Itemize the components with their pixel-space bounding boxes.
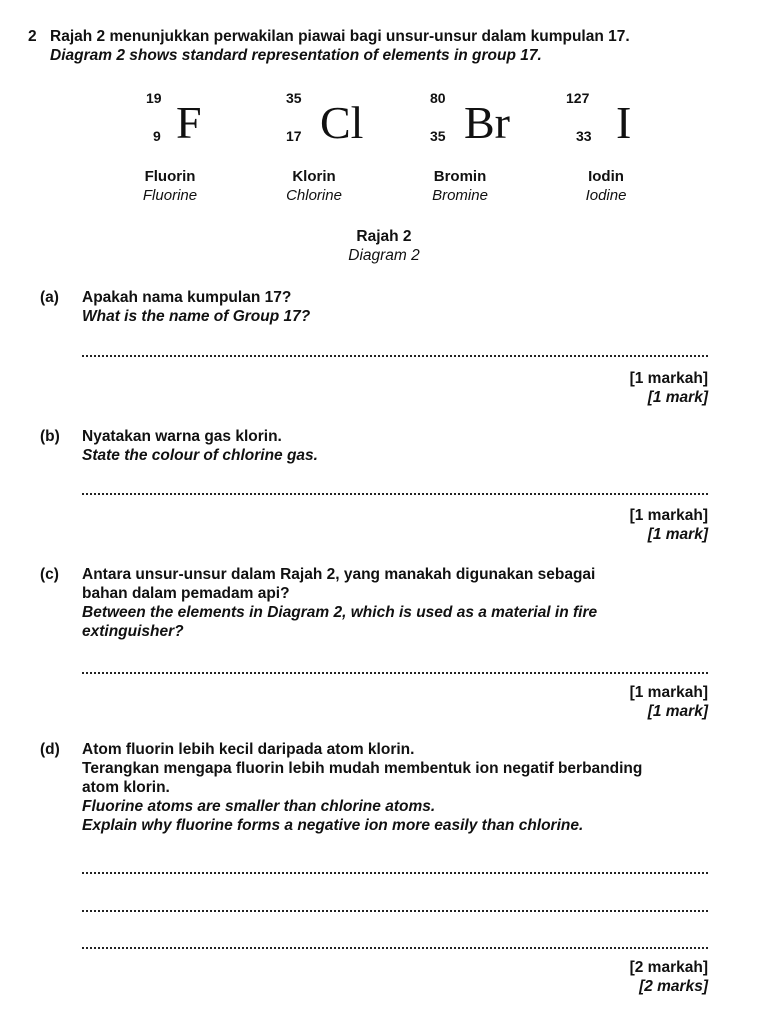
part-c-question-en-2: extinguisher? xyxy=(82,623,184,640)
question-number: 2 xyxy=(28,28,37,45)
element-iodine xyxy=(566,86,686,146)
part-c-question-ms-2: bahan dalam pemadam api? xyxy=(82,585,290,602)
proton-number: 33 xyxy=(576,128,592,144)
element-symbol: Cl xyxy=(320,97,364,148)
mass-number: 19 xyxy=(146,90,162,106)
element-name-en: Chlorine xyxy=(286,187,342,204)
element-name-en: Iodine xyxy=(585,187,627,204)
part-a-mark-ms: [1 markah] xyxy=(629,370,708,387)
element-name-ms: Klorin xyxy=(292,168,336,185)
diagram-caption-en: Diagram 2 xyxy=(348,247,420,264)
mass-number: 80 xyxy=(430,90,446,106)
part-a-label: (a) xyxy=(40,289,59,306)
proton-number: 17 xyxy=(286,128,302,144)
element-symbol: I xyxy=(616,97,632,148)
part-d-question-ms-1: Atom fluorin lebih kecil daripada atom klorin. xyxy=(82,741,415,758)
part-d-question-ms-2: Terangkan mengapa fluorin lebih mudah membentuk ion negatif berbanding xyxy=(82,760,643,777)
part-d-mark-ms: [2 markah] xyxy=(629,959,708,976)
part-c-mark-ms: [1 markah] xyxy=(629,684,708,701)
part-d-answer-line-1[interactable] xyxy=(82,872,708,874)
question-intro-ms: Rajah 2 menunjukkan perwakilan piawai bagi unsur-unsur dalam kumpulan 17. xyxy=(50,28,630,45)
part-b-label: (b) xyxy=(40,428,60,445)
part-a-answer-line[interactable] xyxy=(82,355,708,357)
part-d-answer-line-2[interactable] xyxy=(82,910,708,912)
part-d-question-en-2: Explain why fluorine forms a negative ion more easily than chlorine. xyxy=(82,817,584,834)
element-name-en: Fluorine xyxy=(142,187,198,204)
part-a-question-ms: Apakah nama kumpulan 17? xyxy=(82,289,292,306)
element-name-ms: Fluorin xyxy=(144,168,196,185)
part-c-mark-en: [1 mark] xyxy=(647,703,708,720)
part-d-answer-line-3[interactable] xyxy=(82,947,708,949)
mass-number: 35 xyxy=(286,90,302,106)
element-fluorine xyxy=(140,86,260,146)
part-c-label: (c) xyxy=(40,566,59,583)
question-intro-en: Diagram 2 shows standard representation of elements in group 17. xyxy=(50,47,542,64)
part-c-question-en-1: Between the elements in Diagram 2, which is used as a material in fire xyxy=(82,604,598,621)
mass-number: 127 xyxy=(566,90,590,106)
part-d-question-ms-3: atom klorin. xyxy=(82,779,170,796)
proton-number: 35 xyxy=(430,128,446,144)
proton-number: 9 xyxy=(153,128,161,144)
part-b-question-en: State the colour of chlorine gas. xyxy=(82,447,318,464)
part-c-answer-line[interactable] xyxy=(82,672,708,674)
part-a-question-en: What is the name of Group 17? xyxy=(82,308,311,325)
element-symbol: F xyxy=(176,97,202,148)
element-symbol: Br xyxy=(464,97,510,148)
part-c-question-ms-1: Antara unsur-unsur dalam Rajah 2, yang manakah digunakan sebagai xyxy=(82,566,596,583)
part-b-mark-en: [1 mark] xyxy=(647,526,708,543)
element-name-ms: Bromin xyxy=(433,168,487,185)
element-bromine xyxy=(424,86,544,146)
element-chlorine xyxy=(280,86,400,146)
part-b-mark-ms: [1 markah] xyxy=(629,507,708,524)
element-name-en: Bromine xyxy=(432,187,488,204)
part-b-question-ms: Nyatakan warna gas klorin. xyxy=(82,428,282,445)
part-d-mark-en: [2 marks] xyxy=(639,978,708,995)
part-b-answer-line[interactable] xyxy=(82,493,708,495)
part-d-question-en-1: Fluorine atoms are smaller than chlorine atoms. xyxy=(82,798,436,815)
part-d-label: (d) xyxy=(40,741,60,758)
element-name-ms: Iodin xyxy=(588,168,624,185)
part-a-mark-en: [1 mark] xyxy=(647,389,708,406)
diagram-caption-ms: Rajah 2 xyxy=(356,228,412,245)
